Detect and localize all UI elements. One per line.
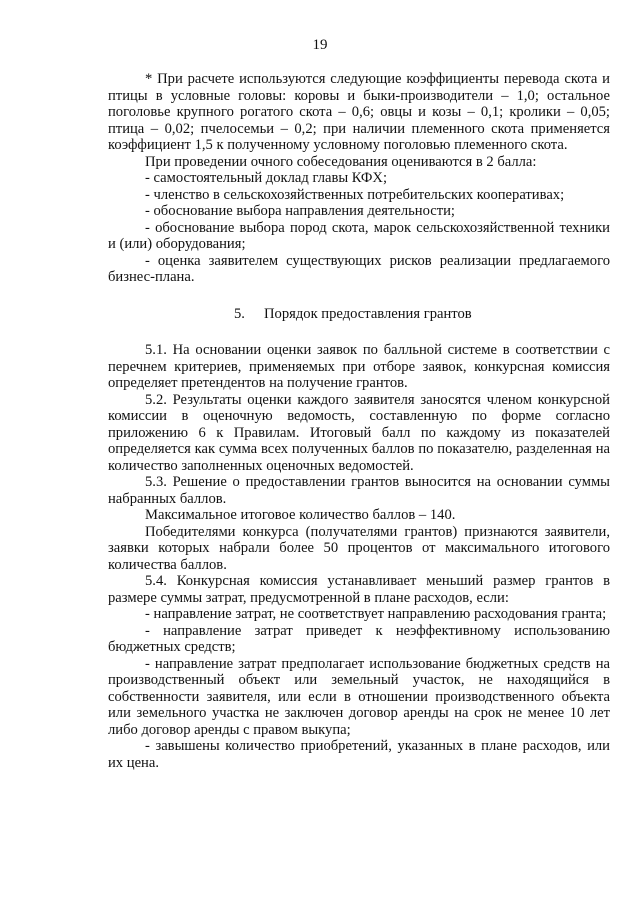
page-number: 19 xyxy=(312,37,328,53)
list-item: - членство в сельскохозяйственных потребительских кооперативах; xyxy=(145,186,565,203)
section-heading xyxy=(108,306,610,323)
list-item: - обоснование выбора пород скота, марок сельскохозяйственной техники и (или) оборудования; xyxy=(108,219,610,252)
list-item: - обоснование выбора направления деятельности; xyxy=(145,203,455,219)
list-item: - самостоятельный доклад главы КФХ; xyxy=(145,170,388,186)
paragraph: 5.2. Результаты оценки каждого заявителя заносятся членом конкурсной комиссии в оценочную ведомость, составленную по форме согласно приложению 6 к Правилам. Итоговый балл по каждому из показателей определяется как сумма всех полученных баллов по показателю, разделенная на количество заполненных оценочных ведомостей. xyxy=(108,391,610,474)
paragraph: При проведении очного собеседования оцениваются в 2 балла: xyxy=(145,153,537,170)
paragraph-footnote: * При расчете используются следующие коэффициенты перевода скота и птицы в условные головы: коровы и быки-производители – 1,0; остальное поголовье крупного рогатого скота – 0,6; овцы и козы – 0,1; кролики – 0,05; птица – 0,02; пчелосемьи – 0,2; при наличии племенного скота применяется коэффициент 1,5 к полученному условному поголовью племенного скота. xyxy=(108,71,610,153)
paragraph: 5.1. На основании оценки заявок по балльной системе в соответствии с перечнем критериев, применяемых при отборе заявок, конкурсная комиссия определяет претендентов на получение грантов. xyxy=(108,342,610,391)
list-item: - направление затрат, не соответствует направлению расходования гранта; xyxy=(145,606,607,622)
paragraph: Максимальное итоговое количество баллов – 140. xyxy=(145,507,456,523)
section-title: Порядок предоставления грантов xyxy=(264,305,472,322)
document-body xyxy=(108,71,610,771)
list-item: - направление затрат предполагает использование бюджетных средств на производственный объект или земельный участок, не находящийся в собственности заявителя, или если в отношении производственного объекта или земельного участка не заключен договор аренды на срок не менее 10 лет либо договор аренды с правом выкупа; xyxy=(108,655,610,738)
list-item: - завышены количество приобретений, указанных в плане расходов, или их цена. xyxy=(108,738,610,771)
paragraph: 5.3. Решение о предоставлении грантов выносится на основании суммы набранных баллов. xyxy=(108,474,610,507)
list-item: - направление затрат приведет к неэффективному использованию бюджетных средств; xyxy=(108,622,610,655)
paragraph: Победителями конкурса (получателями грантов) признаются заявители, заявки которых набрали более 50 процентов от максимального итогового количества баллов. xyxy=(108,523,610,573)
list-item: - оценка заявителем существующих рисков реализации предлагаемого бизнес-плана. xyxy=(108,252,610,285)
paragraph: 5.4. Конкурсная комиссия устанавливает меньший размер грантов в размере суммы затрат, предусмотренной в плане расходов, если: xyxy=(108,573,610,606)
section-number: 5. xyxy=(234,305,245,322)
